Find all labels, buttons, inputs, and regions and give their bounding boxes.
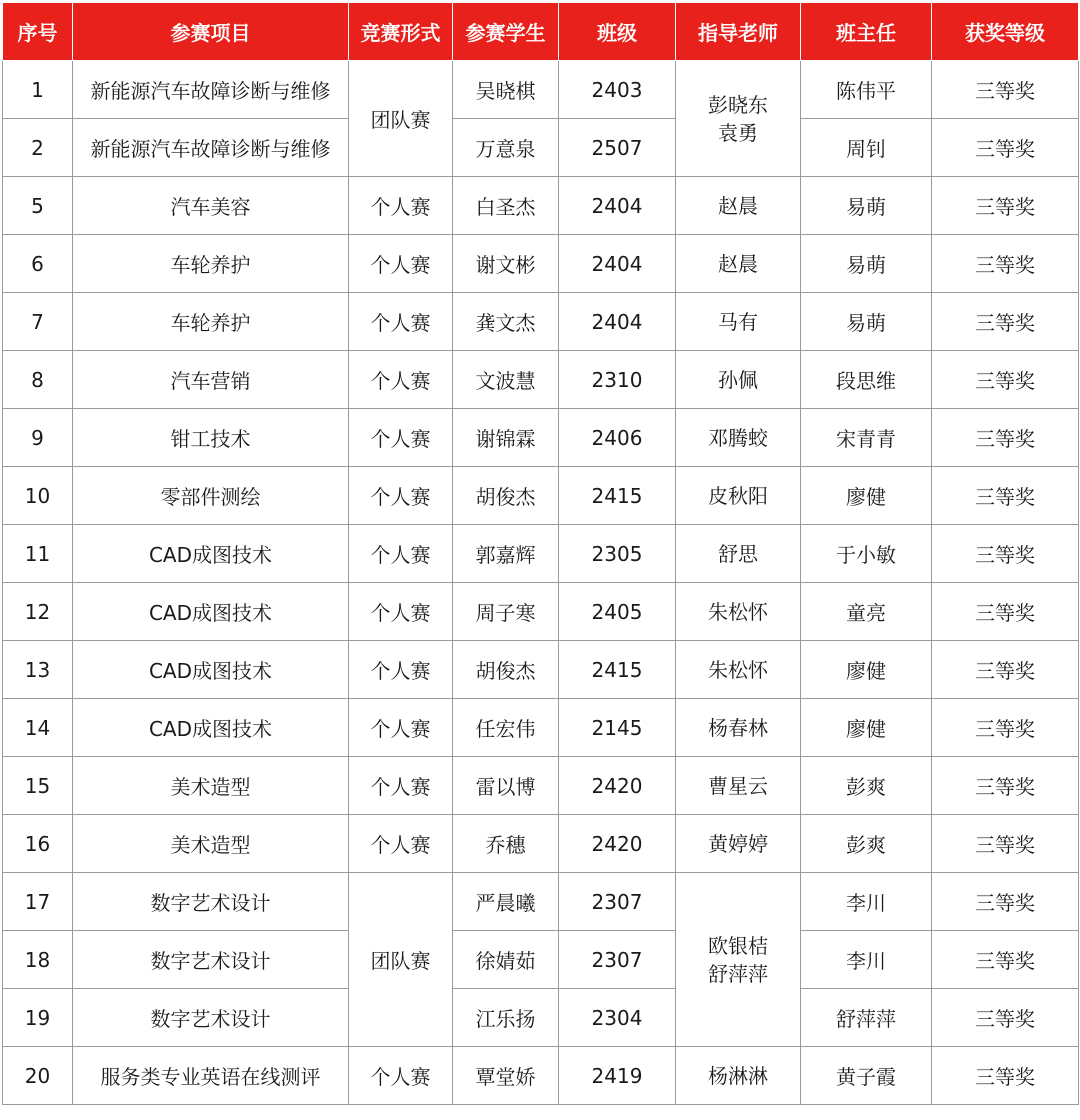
teacher-cell: 孙佩 [676,351,801,409]
teacher-cell: 黄婷婷 [676,815,801,873]
table-row [3,525,1079,583]
table-row [3,351,1079,409]
teacher-cell: 朱松怀 [676,583,801,641]
row-number: 18 [3,931,73,989]
row-number: 14 [3,699,73,757]
student-cell: 白圣杰 [453,177,559,235]
class-cell: 2404 [559,235,676,293]
teacher-cell: 赵晨 [676,235,801,293]
project-cell: 钳工技术 [73,409,349,467]
row-number: 16 [3,815,73,873]
head-teacher-cell: 周钊 [801,119,932,177]
teacher-cell: 曹星云 [676,757,801,815]
row-number: 11 [3,525,73,583]
table-row [3,815,1079,873]
project-cell: 汽车美容 [73,177,349,235]
award-cell: 三等奖 [932,525,1079,583]
head-teacher-cell: 于小敏 [801,525,932,583]
header-head-teacher: 班主任 [801,3,932,61]
table-row [3,235,1079,293]
project-cell: 新能源汽车故障诊断与维修 [73,119,349,177]
project-cell: CAD成图技术 [73,525,349,583]
class-cell: 2406 [559,409,676,467]
teacher-cell: 欧银桔 舒萍萍 [676,873,801,1047]
student-cell: 雷以博 [453,757,559,815]
student-cell: 谢锦霖 [453,409,559,467]
table-row [3,119,1079,177]
project-cell: 服务类专业英语在线测评 [73,1047,349,1105]
table-row [3,989,1079,1047]
row-number: 17 [3,873,73,931]
table-row [3,293,1079,351]
project-cell: CAD成图技术 [73,641,349,699]
form-cell: 个人赛 [349,409,453,467]
student-cell: 万意泉 [453,119,559,177]
award-cell: 三等奖 [932,351,1079,409]
form-cell: 团队赛 [349,873,453,1047]
project-cell: 车轮养护 [73,235,349,293]
table-row [3,641,1079,699]
table-body [3,61,1079,1105]
award-cell: 三等奖 [932,409,1079,467]
head-teacher-cell: 童亮 [801,583,932,641]
header-form: 竞赛形式 [349,3,453,61]
class-cell: 2507 [559,119,676,177]
project-cell: 零部件测绘 [73,467,349,525]
class-cell: 2405 [559,583,676,641]
row-number: 20 [3,1047,73,1105]
form-cell: 个人赛 [349,699,453,757]
teacher-cell: 邓腾蛟 [676,409,801,467]
award-cell: 三等奖 [932,815,1079,873]
awards-table [2,2,1079,1105]
student-cell: 文波慧 [453,351,559,409]
student-cell: 龚文杰 [453,293,559,351]
award-cell: 三等奖 [932,757,1079,815]
head-teacher-cell: 黄子霞 [801,1047,932,1105]
student-cell: 胡俊杰 [453,467,559,525]
student-cell: 乔穗 [453,815,559,873]
project-cell: 车轮养护 [73,293,349,351]
class-cell: 2404 [559,293,676,351]
teacher-cell: 朱松怀 [676,641,801,699]
table-row [3,931,1079,989]
teacher-cell: 赵晨 [676,177,801,235]
row-number: 1 [3,61,73,119]
award-cell: 三等奖 [932,873,1079,931]
teacher-cell: 杨春林 [676,699,801,757]
class-cell: 2145 [559,699,676,757]
table-row [3,757,1079,815]
student-cell: 徐婧茹 [453,931,559,989]
form-cell: 个人赛 [349,235,453,293]
teacher-cell: 杨淋淋 [676,1047,801,1105]
table-row [3,699,1079,757]
project-cell: 美术造型 [73,815,349,873]
student-cell: 周子寒 [453,583,559,641]
project-cell: 数字艺术设计 [73,873,349,931]
row-number: 8 [3,351,73,409]
teacher-cell: 皮秋阳 [676,467,801,525]
row-number: 2 [3,119,73,177]
student-cell: 郭嘉辉 [453,525,559,583]
form-cell: 个人赛 [349,583,453,641]
head-teacher-cell: 彭爽 [801,757,932,815]
header-no: 序号 [3,3,73,61]
project-cell: 美术造型 [73,757,349,815]
award-cell: 三等奖 [932,931,1079,989]
row-number: 19 [3,989,73,1047]
class-cell: 2404 [559,177,676,235]
head-teacher-cell: 舒萍萍 [801,989,932,1047]
table-row [3,1047,1079,1105]
student-cell: 任宏伟 [453,699,559,757]
teacher-cell: 舒思 [676,525,801,583]
award-cell: 三等奖 [932,293,1079,351]
header-student: 参赛学生 [453,3,559,61]
header-teacher: 指导老师 [676,3,801,61]
project-cell: 新能源汽车故障诊断与维修 [73,61,349,119]
row-number: 15 [3,757,73,815]
project-cell: CAD成图技术 [73,699,349,757]
row-number: 10 [3,467,73,525]
teacher-cell: 马有 [676,293,801,351]
project-cell: CAD成图技术 [73,583,349,641]
form-cell: 个人赛 [349,351,453,409]
head-teacher-cell: 陈伟平 [801,61,932,119]
row-number: 6 [3,235,73,293]
row-number: 5 [3,177,73,235]
award-cell: 三等奖 [932,1047,1079,1105]
form-cell: 个人赛 [349,467,453,525]
row-number: 7 [3,293,73,351]
award-cell: 三等奖 [932,641,1079,699]
class-cell: 2420 [559,757,676,815]
award-cell: 三等奖 [932,699,1079,757]
form-cell: 个人赛 [349,177,453,235]
project-cell: 数字艺术设计 [73,931,349,989]
class-cell: 2403 [559,61,676,119]
award-cell: 三等奖 [932,989,1079,1047]
header-award: 获奖等级 [932,3,1079,61]
form-cell: 个人赛 [349,641,453,699]
award-cell: 三等奖 [932,583,1079,641]
head-teacher-cell: 易萌 [801,293,932,351]
form-cell: 团队赛 [349,61,453,177]
project-cell: 数字艺术设计 [73,989,349,1047]
award-cell: 三等奖 [932,467,1079,525]
table-row [3,467,1079,525]
table-row [3,409,1079,467]
table-row [3,61,1079,119]
class-cell: 2305 [559,525,676,583]
head-teacher-cell: 彭爽 [801,815,932,873]
award-cell: 三等奖 [932,119,1079,177]
head-teacher-cell: 廖健 [801,641,932,699]
head-teacher-cell: 易萌 [801,235,932,293]
row-number: 12 [3,583,73,641]
award-cell: 三等奖 [932,61,1079,119]
student-cell: 胡俊杰 [453,641,559,699]
row-number: 9 [3,409,73,467]
class-cell: 2415 [559,641,676,699]
student-cell: 江乐扬 [453,989,559,1047]
head-teacher-cell: 廖健 [801,699,932,757]
row-number: 13 [3,641,73,699]
class-cell: 2419 [559,1047,676,1105]
head-teacher-cell: 宋青青 [801,409,932,467]
form-cell: 个人赛 [349,1047,453,1105]
form-cell: 个人赛 [349,525,453,583]
head-teacher-cell: 段思维 [801,351,932,409]
student-cell: 吴晓棋 [453,61,559,119]
class-cell: 2420 [559,815,676,873]
table-row [3,177,1079,235]
header-project: 参赛项目 [73,3,349,61]
student-cell: 严晨曦 [453,873,559,931]
head-teacher-cell: 易萌 [801,177,932,235]
student-cell: 覃堂娇 [453,1047,559,1105]
header-class: 班级 [559,3,676,61]
head-teacher-cell: 李川 [801,931,932,989]
head-teacher-cell: 李川 [801,873,932,931]
project-cell: 汽车营销 [73,351,349,409]
class-cell: 2304 [559,989,676,1047]
header-row [3,3,1079,61]
teacher-cell: 彭晓东 袁勇 [676,61,801,177]
class-cell: 2415 [559,467,676,525]
award-cell: 三等奖 [932,177,1079,235]
table-row [3,873,1079,931]
head-teacher-cell: 廖健 [801,467,932,525]
table-row [3,583,1079,641]
award-cell: 三等奖 [932,235,1079,293]
form-cell: 个人赛 [349,293,453,351]
class-cell: 2307 [559,873,676,931]
form-cell: 个人赛 [349,815,453,873]
form-cell: 个人赛 [349,757,453,815]
student-cell: 谢文彬 [453,235,559,293]
class-cell: 2307 [559,931,676,989]
class-cell: 2310 [559,351,676,409]
